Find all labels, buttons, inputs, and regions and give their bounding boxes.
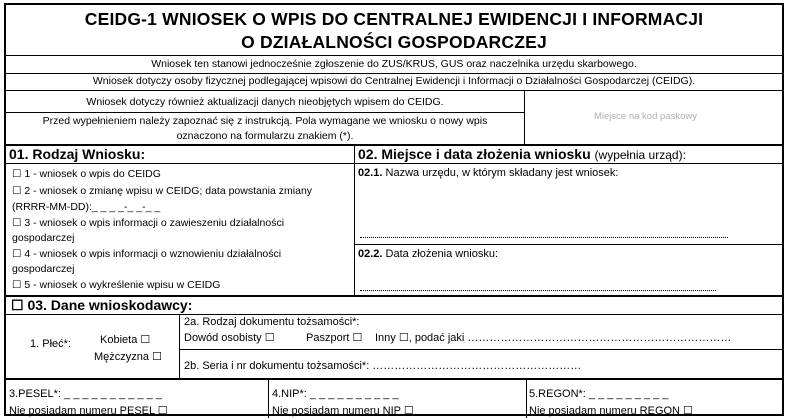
divider (524, 90, 525, 144)
doc-series-field[interactable]: 2b. Seria i nr dokumentu tożsamości*: ………………………………………………… (184, 360, 582, 372)
option-1[interactable]: ☐ 1 - wniosek o wpis do CEIDG (12, 168, 161, 180)
note-zus-krus: Wniosek ten stanowi jednocześnie zgłoszenie do ZUS/KRUS, GUS oraz naczelnika urzędu skarbowego. (151, 58, 637, 70)
sex-label: 1. Płeć*: (30, 338, 71, 350)
regon-none-checkbox[interactable]: Nie posiadam numeru REGON ☐ (529, 405, 693, 417)
note-update: Wniosek dotyczy również aktualizacji danych nieobjętych wpisem do CEIDG. (86, 96, 444, 108)
divider (6, 112, 524, 113)
office-name-label: 02.1. Nazwa urzędu, w którym składany jest wniosek: (358, 167, 619, 179)
divider (354, 244, 782, 245)
divider (6, 55, 782, 56)
divider (179, 349, 782, 350)
male-checkbox[interactable]: Mężczyzna ☐ (94, 351, 162, 363)
pesel-field[interactable]: 3.PESEL*: _ _ _ _ _ _ _ _ _ _ _ (9, 388, 162, 400)
female-checkbox[interactable]: Kobieta ☐ (100, 334, 151, 346)
passport-checkbox[interactable]: Paszport ☐ (306, 332, 363, 344)
divider (6, 378, 782, 380)
divider (6, 163, 354, 164)
barcode-placeholder: Miejsce na kod paskowy (594, 111, 697, 122)
office-name-field[interactable] (360, 237, 728, 238)
note-instructions-line2: oznaczono na formularzu znakiem (*). (176, 130, 354, 142)
note-instructions-line1: Przed wypełnieniem należy zapoznać się z instrukcją. Pola wymagane we wniosku o nowy wpis (42, 115, 488, 127)
divider (6, 73, 782, 74)
nip-none-checkbox[interactable]: Nie posiadam numeru NIP ☐ (272, 405, 414, 417)
id-card-checkbox[interactable]: Dowód osobisty ☐ (184, 332, 275, 344)
option-2-date[interactable]: (RRRR-MM-DD):_ _ _ _-_ _-_ _ (12, 201, 161, 213)
regon-field[interactable]: 5.REGON*: _ _ _ _ _ _ _ _ _ (529, 388, 669, 400)
option-3-cont: gospodarczej (12, 232, 75, 244)
divider (268, 378, 269, 418)
form-title-line2: O DZIAŁALNOŚCI GOSPODARCZEJ (241, 32, 547, 52)
date-filed-label: 02.2. Data złożenia wniosku: (358, 248, 499, 260)
other-doc-field[interactable]: Inny ☐, podać jaki ……………………………………………………………… (375, 332, 732, 344)
section03-title: ☐ 03. Dane wnioskodawcy: (11, 297, 193, 313)
pesel-none-checkbox[interactable]: Nie posiadam numeru PESEL ☐ (9, 405, 168, 417)
option-4-cont: gospodarczej (12, 263, 75, 275)
divider (526, 378, 527, 418)
ceidg-form (4, 3, 784, 416)
doc-type-label: 2a. Rodzaj dokumentu tożsamości*: (184, 316, 360, 328)
section02-title: 02. Miejsce i data złożenia wniosku (wypełnia urząd): (358, 146, 686, 162)
divider (354, 144, 355, 295)
option-3[interactable]: ☐ 3 - wniosek o wpis informacji o zawieszeniu działalności (12, 217, 285, 229)
section01-title: 01. Rodzaj Wniosku: (9, 146, 146, 162)
date-filed-field[interactable] (360, 290, 716, 291)
option-5[interactable]: ☐ 5 - wniosek o wykreślenie wpisu w CEIDG (12, 279, 221, 291)
option-4[interactable]: ☐ 4 - wniosek o wpis informacji o wznowieniu działalności (12, 248, 282, 260)
divider (6, 90, 782, 91)
divider (354, 163, 782, 164)
note-ceidg-person: Wniosek dotyczy osoby fizycznej podlegającej wpisowi do Centralnej Ewidencji i Informacji o Działalności Gospodarczej (CEIDG). (92, 75, 696, 87)
form-title-line1: CEIDG-1 WNIOSEK O WPIS DO CENTRALNEJ EWIDENCJI I INFORMACJI (84, 9, 704, 29)
divider (6, 314, 782, 315)
nip-field[interactable]: 4.NIP*: _ _ _ _ _ _ _ _ _ _ (272, 388, 399, 400)
option-2[interactable]: ☐ 2 - wniosek o zmianę wpisu w CEIDG; data powstania zmiany (12, 185, 313, 197)
divider (179, 314, 180, 378)
